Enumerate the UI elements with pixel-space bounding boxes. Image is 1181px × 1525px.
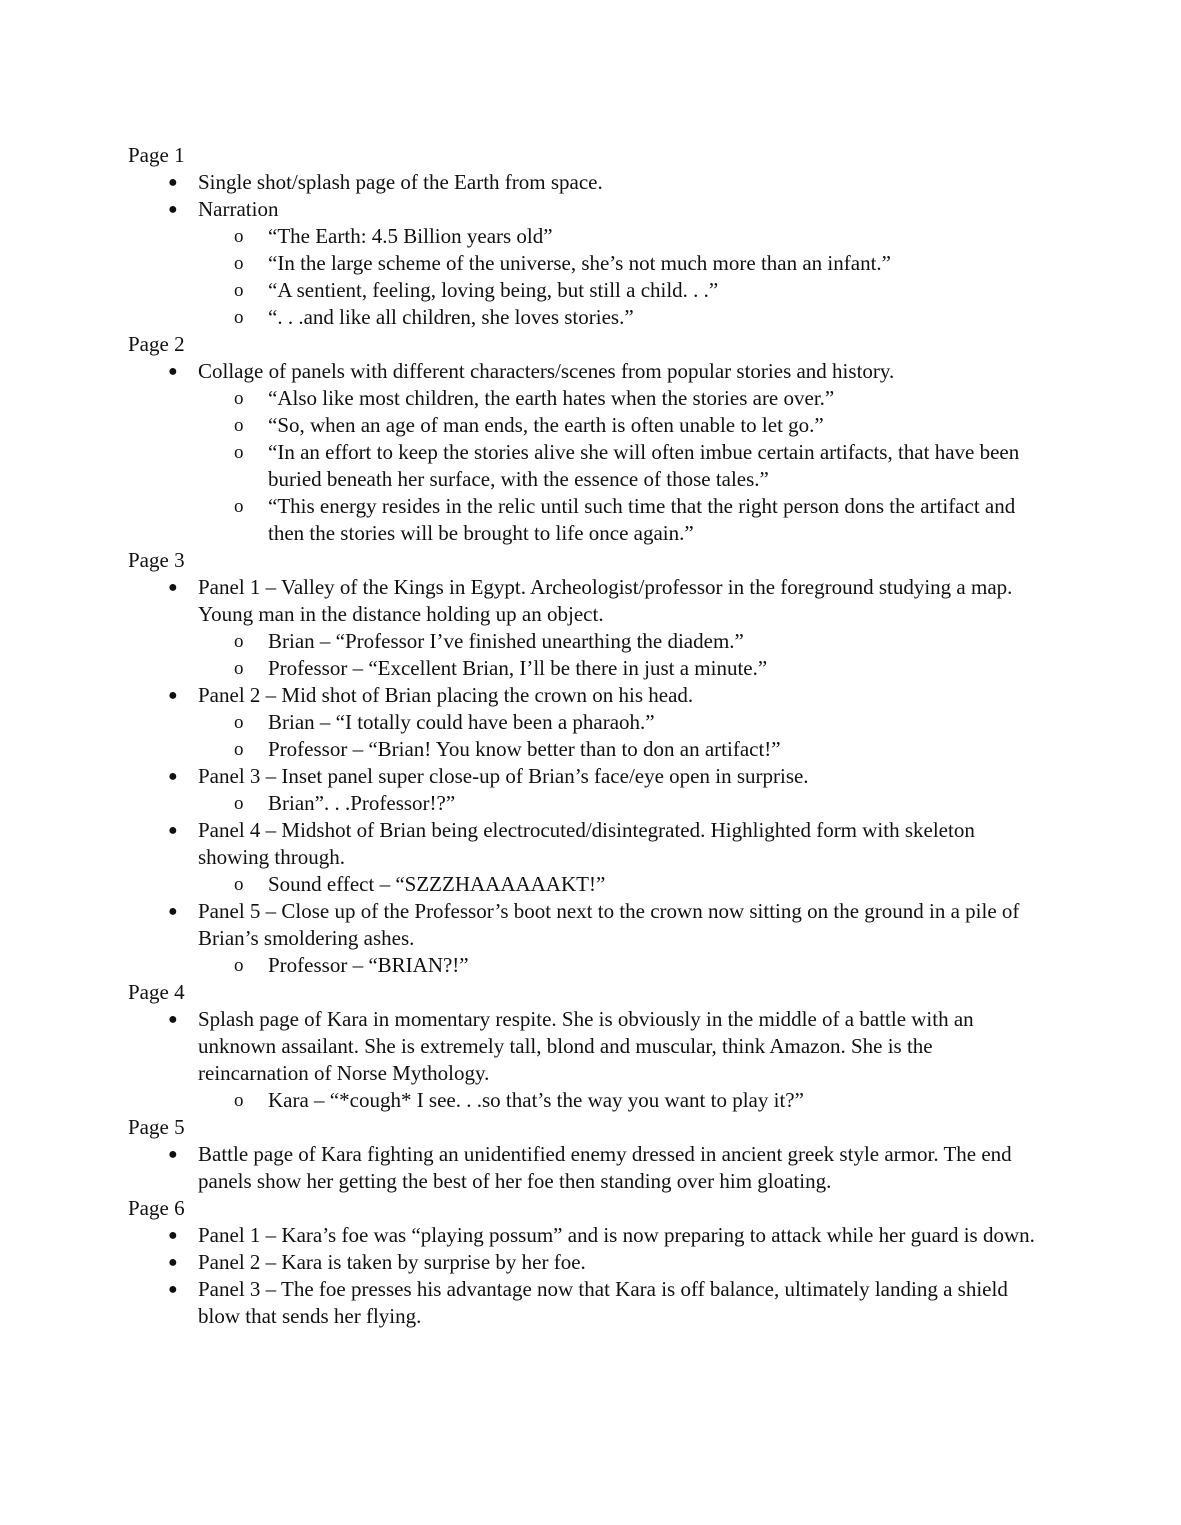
sub-bullet-icon: o [234,793,244,814]
item-text: Splash page of Kara in momentary respite. She is obviously in the middle of a battle with an unknown assailant. She is extremely tall, blond and muscular, think Amazon. She is the reincarnation of Norse Mythology. [198,1007,974,1085]
sub-bullet-icon: o [234,226,244,247]
bullet-icon: ● [168,1011,178,1028]
sub-item-list [198,385,1048,547]
sub-item-text: “Also like most children, the earth hates when the stories are over.” [268,386,835,410]
item-list [128,1006,1048,1114]
sub-list-item [234,655,1048,682]
bullet-icon: ● [168,768,178,785]
item-text: Battle page of Kara fighting an unidentified enemy dressed in ancient greek style armor. The end panels show her getting the best of her foe then standing over him gloating. [198,1142,1012,1193]
sub-list-item [234,304,1048,331]
bullet-icon: ● [168,579,178,596]
sub-bullet-icon: o [234,253,244,274]
list-item [168,898,1048,979]
sub-bullet-icon: o [234,739,244,760]
sub-list-item [234,790,1048,817]
sub-list-item [234,277,1048,304]
sub-item-text: “In the large scheme of the universe, she’s not much more than an infant.” [268,251,891,275]
sub-item-text: Professor – “Brian! You know better than to don an artifact!” [268,737,781,761]
bullet-icon: ● [168,687,178,704]
sub-item-list [198,223,1048,331]
sub-bullet-icon: o [234,280,244,301]
list-item [168,196,1048,331]
list-item [168,817,1048,898]
sub-list-item [234,385,1048,412]
sub-bullet-icon: o [234,1090,244,1111]
list-item [168,1222,1048,1249]
sub-bullet-icon: o [234,955,244,976]
list-item [168,358,1048,547]
sub-item-text: “A sentient, feeling, loving being, but still a child. . .” [268,278,719,302]
bullet-icon: ● [168,903,178,920]
list-item [168,763,1048,817]
sub-item-text: Brian”. . .Professor!?” [268,791,456,815]
sub-bullet-icon: o [234,874,244,895]
list-item [168,1249,1048,1276]
item-list [128,1222,1048,1330]
list-item [168,1276,1048,1330]
sub-bullet-icon: o [234,496,244,517]
sub-item-text: Professor – “Excellent Brian, I’ll be there in just a minute.” [268,656,768,680]
bullet-icon: ● [168,363,178,380]
sub-item-list [198,790,1048,817]
item-text: Panel 2 – Kara is taken by surprise by her foe. [198,1250,586,1274]
bullet-icon: ● [168,1227,178,1244]
sub-item-text: Professor – “BRIAN?!” [268,953,469,977]
sub-list-item [234,412,1048,439]
script-document [128,142,1048,1330]
sub-bullet-icon: o [234,442,244,463]
sub-item-text: “In an effort to keep the stories alive she will often imbue certain artifacts, that have been buried beneath her surface, with the essence of those tales.” [268,440,1020,491]
page-heading: Page 1 [128,143,185,167]
sub-list-item [234,709,1048,736]
sub-bullet-icon: o [234,658,244,679]
sub-bullet-icon: o [234,712,244,733]
item-text: Panel 3 – Inset panel super close-up of Brian’s face/eye open in surprise. [198,764,809,788]
sub-item-list [198,1087,1048,1114]
sub-list-item [234,871,1048,898]
bullet-icon: ● [168,822,178,839]
sub-list-item [234,439,1048,493]
item-text: Narration [198,197,279,221]
item-text: Panel 3 – The foe presses his advantage now that Kara is off balance, ultimately landing a shield blow that sends her flying. [198,1277,1008,1328]
bullet-icon: ● [168,1281,178,1298]
sub-item-text: Kara – “*cough* I see. . .so that’s the way you want to play it?” [268,1088,804,1112]
page-heading: Page 5 [128,1115,185,1139]
sub-item-list [198,709,1048,763]
sub-item-list [198,628,1048,682]
list-item [168,574,1048,682]
sub-list-item [234,1087,1048,1114]
item-text: Panel 2 – Mid shot of Brian placing the crown on his head. [198,683,694,707]
item-text: Panel 1 – Kara’s foe was “playing possum” and is now preparing to attack while her guard is down. [198,1223,1035,1247]
bullet-icon: ● [168,1146,178,1163]
item-list [128,169,1048,331]
item-text: Panel 4 – Midshot of Brian being electrocuted/disintegrated. Highlighted form with skeleton showing through. [198,818,975,869]
sub-bullet-icon: o [234,307,244,328]
item-list [128,1141,1048,1195]
sub-item-text: Sound effect – “SZZZHAAAAAAKT!” [268,872,606,896]
list-item [168,169,1048,196]
sub-bullet-icon: o [234,388,244,409]
sub-bullet-icon: o [234,631,244,652]
sub-item-text: “So, when an age of man ends, the earth is often unable to let go.” [268,413,824,437]
sub-item-text: Brian – “I totally could have been a pharaoh.” [268,710,655,734]
page-heading: Page 6 [128,1196,185,1220]
page-heading: Page 2 [128,332,185,356]
page-heading: Page 3 [128,548,185,572]
sub-item-text: “This energy resides in the relic until such time that the right person dons the artifact and then the stories will be brought to life once again.” [268,494,1016,545]
list-item [168,1006,1048,1114]
sub-item-list [198,871,1048,898]
item-text: Collage of panels with different characters/scenes from popular stories and history. [198,359,895,383]
sub-list-item [234,493,1048,547]
bullet-icon: ● [168,201,178,218]
sub-list-item [234,952,1048,979]
list-item [168,1141,1048,1195]
sub-item-list [198,952,1048,979]
sub-list-item [234,628,1048,655]
sub-list-item [234,250,1048,277]
list-item [168,682,1048,763]
page-heading: Page 4 [128,980,185,1004]
bullet-icon: ● [168,174,178,191]
item-text: Panel 5 – Close up of the Professor’s boot next to the crown now sitting on the ground in a pile of Brian’s smoldering ashes. [198,899,1020,950]
sub-item-text: “. . .and like all children, she loves stories.” [268,305,634,329]
bullet-icon: ● [168,1254,178,1271]
item-text: Panel 1 – Valley of the Kings in Egypt. Archeologist/professor in the foreground studying a map. Young man in the distance holding up an object. [198,575,1013,626]
item-list [128,574,1048,979]
sub-item-text: “The Earth: 4.5 Billion years old” [268,224,553,248]
sub-bullet-icon: o [234,415,244,436]
item-list [128,358,1048,547]
item-text: Single shot/splash page of the Earth from space. [198,170,603,194]
sub-list-item [234,736,1048,763]
sub-list-item [234,223,1048,250]
sub-item-text: Brian – “Professor I’ve finished unearthing the diadem.” [268,629,744,653]
